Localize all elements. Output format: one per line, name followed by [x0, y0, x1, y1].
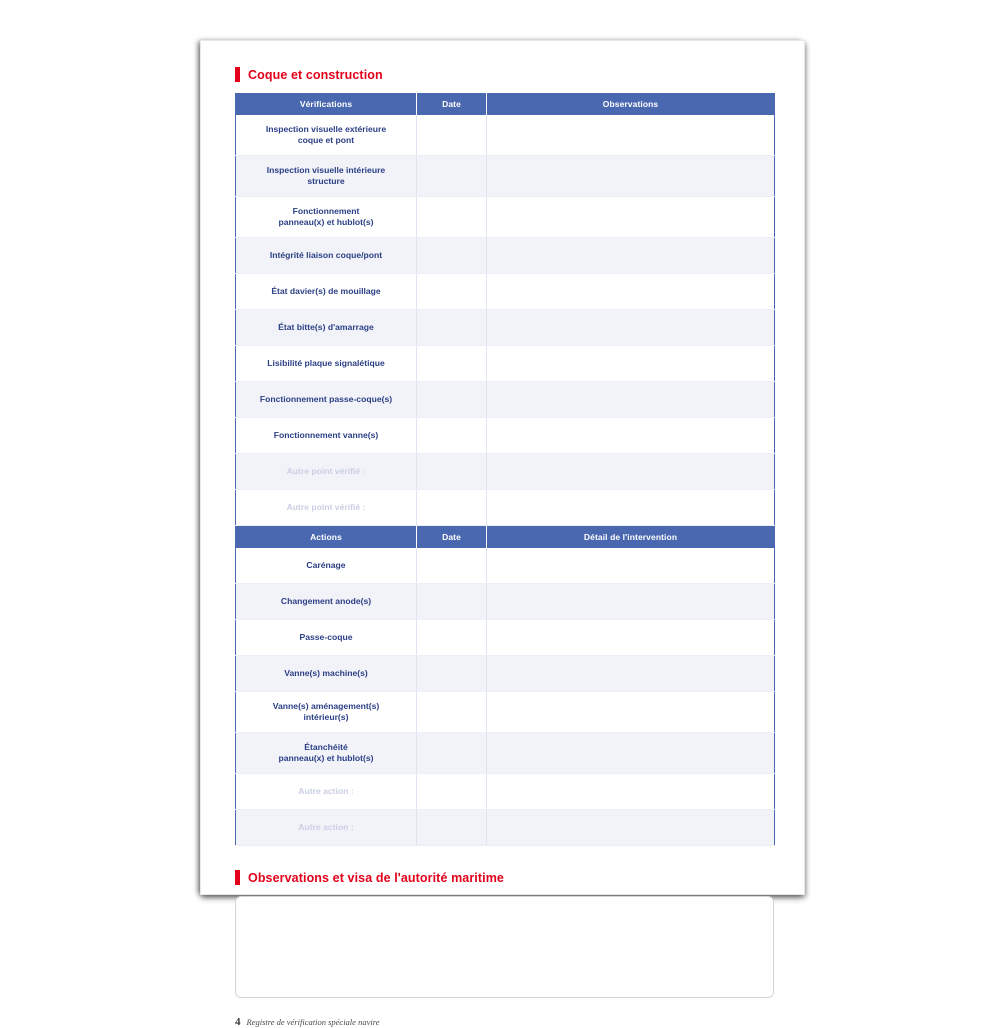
row-observations-cell[interactable]: [487, 115, 775, 156]
row-date-cell[interactable]: [417, 310, 487, 346]
row-observations-cell[interactable]: [487, 346, 775, 382]
row-label: Fonctionnement panneau(x) et hublot(s): [236, 197, 417, 238]
column-header-verifications: Vérifications: [236, 93, 417, 115]
row-date-cell[interactable]: [417, 620, 487, 656]
footer-document-title: Registre de vérification spéciale navire: [246, 1017, 380, 1027]
table-row: [236, 733, 775, 774]
row-observations-cell[interactable]: [487, 197, 775, 238]
row-date-cell[interactable]: [417, 733, 487, 774]
row-date-cell[interactable]: [417, 656, 487, 692]
table-row: [236, 810, 775, 846]
row-label: Fonctionnement passe-coque(s): [236, 382, 417, 418]
table-row: [236, 692, 775, 733]
table-header-row: [236, 526, 775, 548]
column-header-date: Date: [417, 93, 487, 115]
page-footer: [235, 1016, 775, 1028]
row-detail-cell[interactable]: [487, 810, 775, 846]
row-detail-cell[interactable]: [487, 692, 775, 733]
observations-block: [235, 870, 775, 998]
row-label: Lisibilité plaque signalétique: [236, 346, 417, 382]
row-date-cell[interactable]: [417, 274, 487, 310]
table-row: [236, 115, 775, 156]
row-date-cell[interactable]: [417, 774, 487, 810]
table-row: [236, 620, 775, 656]
row-observations-cell[interactable]: [487, 382, 775, 418]
row-observations-cell[interactable]: [487, 490, 775, 526]
row-observations-cell[interactable]: [487, 418, 775, 454]
table-row: [236, 774, 775, 810]
row-date-cell[interactable]: [417, 548, 487, 584]
table-row: [236, 156, 775, 197]
column-header-actions: Actions: [236, 526, 417, 548]
observations-heading: [235, 870, 775, 885]
table-header-row: [236, 93, 775, 115]
row-date-cell[interactable]: [417, 692, 487, 733]
page-content: [235, 67, 775, 1028]
footer-page-number: 4: [235, 1016, 241, 1028]
row-detail-cell[interactable]: [487, 774, 775, 810]
table-row: [236, 584, 775, 620]
row-label-placeholder: Autre action :: [236, 774, 417, 810]
row-date-cell[interactable]: [417, 197, 487, 238]
row-date-cell[interactable]: [417, 382, 487, 418]
row-label: Fonctionnement vanne(s): [236, 418, 417, 454]
actions-table-body: [236, 548, 775, 846]
table-row: [236, 382, 775, 418]
row-label: Vanne(s) aménagement(s) intérieur(s): [236, 692, 417, 733]
observations-title: Observations et visa de l'autorité maritime: [248, 870, 504, 885]
row-label: Intégrité liaison coque/pont: [236, 238, 417, 274]
column-header-date: Date: [417, 526, 487, 548]
column-header-detail: Détail de l'intervention: [487, 526, 775, 548]
table-row: [236, 490, 775, 526]
document-page: [200, 40, 805, 1028]
table-row: [236, 310, 775, 346]
column-header-observations: Observations: [487, 93, 775, 115]
verifications-table-body: [236, 115, 775, 526]
row-label: Carénage: [236, 548, 417, 584]
table-row: [236, 274, 775, 310]
red-accent-bar-icon: [235, 870, 240, 885]
row-label: Vanne(s) machine(s): [236, 656, 417, 692]
section-heading-coque-et-construction: [235, 67, 775, 82]
table-row: [236, 238, 775, 274]
row-date-cell[interactable]: [417, 156, 487, 197]
row-date-cell[interactable]: [417, 454, 487, 490]
row-date-cell[interactable]: [417, 346, 487, 382]
table-row: [236, 197, 775, 238]
row-label-placeholder: Autre point vérifié :: [236, 454, 417, 490]
table-row: [236, 346, 775, 382]
table-row: [236, 656, 775, 692]
row-label: Inspection visuelle intérieure structure: [236, 156, 417, 197]
row-detail-cell[interactable]: [487, 733, 775, 774]
row-observations-cell[interactable]: [487, 310, 775, 346]
row-label: Inspection visuelle extérieure coque et pont: [236, 115, 417, 156]
verifications-table: [235, 93, 775, 526]
row-label: Changement anode(s): [236, 584, 417, 620]
row-detail-cell[interactable]: [487, 656, 775, 692]
row-observations-cell[interactable]: [487, 454, 775, 490]
row-detail-cell[interactable]: [487, 548, 775, 584]
row-date-cell[interactable]: [417, 115, 487, 156]
row-date-cell[interactable]: [417, 584, 487, 620]
row-label-placeholder: Autre action :: [236, 810, 417, 846]
row-observations-cell[interactable]: [487, 274, 775, 310]
row-date-cell[interactable]: [417, 418, 487, 454]
table-row: [236, 418, 775, 454]
row-date-cell[interactable]: [417, 810, 487, 846]
actions-table: [235, 526, 775, 846]
row-detail-cell[interactable]: [487, 584, 775, 620]
row-observations-cell[interactable]: [487, 156, 775, 197]
row-date-cell[interactable]: [417, 490, 487, 526]
row-date-cell[interactable]: [417, 238, 487, 274]
row-label: Étanchéité panneau(x) et hublot(s): [236, 733, 417, 774]
row-label: État bitte(s) d'amarrage: [236, 310, 417, 346]
observations-textarea[interactable]: [235, 896, 774, 998]
table-row: [236, 454, 775, 490]
section-title: Coque et construction: [248, 67, 383, 82]
row-detail-cell[interactable]: [487, 620, 775, 656]
row-observations-cell[interactable]: [487, 238, 775, 274]
row-label: État davier(s) de mouillage: [236, 274, 417, 310]
row-label: Passe-coque: [236, 620, 417, 656]
red-accent-bar-icon: [235, 67, 240, 82]
table-row: [236, 548, 775, 584]
row-label-placeholder: Autre point vérifié :: [236, 490, 417, 526]
